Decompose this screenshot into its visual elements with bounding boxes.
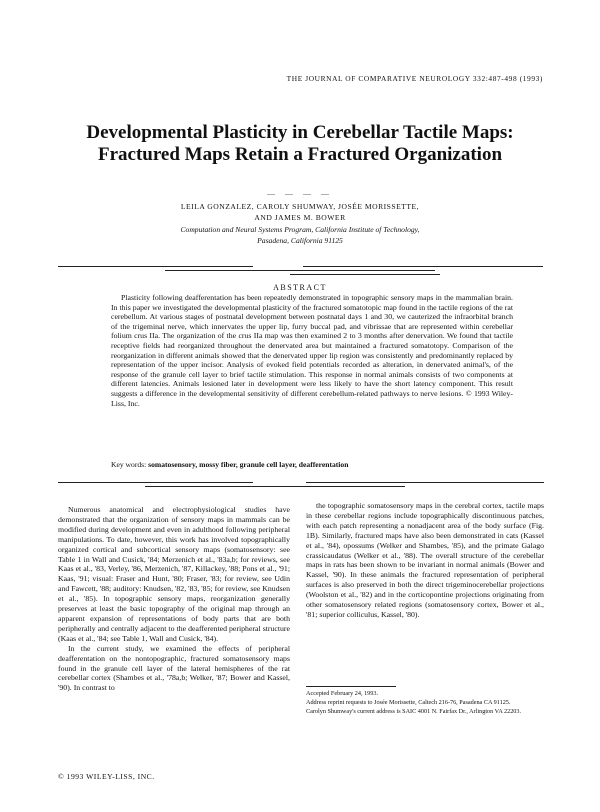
footnote-address: Carolyn Shumway's current address is SAIC 4001 N. Fairfax Dr., Arlington VA 22203. (306, 708, 522, 715)
article-title: Developmental Plasticity in Cerebellar Tactile Maps: Fractured Maps Retain a Fractured Organization (86, 122, 514, 165)
publisher-copyright: © 1993 WILEY-LISS, INC. (58, 772, 155, 781)
body-column-left (58, 505, 290, 693)
rule-top-third (290, 274, 440, 275)
affiliation-line-2: Pasadena, California 91125 (257, 236, 343, 245)
body-paragraph-1: Numerous anatomical and electrophysiological studies have demonstrated that the organization of sensory maps in mammals can be modified during development and even in adulthood following peripheral manipulations. To date, however, this work has involved topographically organized cortical and subcortical sensory maps (somatosensory: see Table 1 in Wall and Cusick, '84; Merzenich et al., '83a,b; for reviews, see Kaas et al., '83, Verley, '86, Merzenich, '87, Killackey, '88; Pons et al., '91; Kaas, '91; visual: Fraser and Hunt, '80; Fraser, '83; for review, see Udin and Fawcett, '88; auditory: Knudsen, '82, '83, '85; for review, see Knudsen et al., '85). In topographic sensory maps, reorganization generally preserves at least the basic topography of the original map through an apparent expansion of representations of body parts that are both peripherally and centrally adjacent to the deafferented peripheral structure (Kaas et al., '84; see Table 1, Wall and Cusick, '84). (58, 505, 290, 643)
author-list (60, 201, 540, 223)
rule-mid-short (58, 482, 253, 483)
abstract-heading: ABSTRACT (273, 283, 327, 292)
title-ornament: — — — — (267, 189, 333, 198)
abstract-copyright: © 1993 Wiley-Liss, Inc. (111, 388, 514, 408)
body-column-right (306, 501, 544, 620)
rule-top-short (58, 266, 253, 267)
abstract-body (111, 293, 513, 408)
authors-line-2: AND JAMES M. BOWER (254, 213, 346, 222)
footnote-received: Accepted February 24, 1993. (306, 690, 378, 697)
body-paragraph-3: the topographic somatosensory maps in the cerebral cortex, tactile maps in these cerebellar regions include topographically discontinuous patches, with each patch representing a nonadjacent area of the body surface (Fig. 1B). Similarly, fractured maps have also been demonstrated in cats (Kassel et al., '84), opossums (Welker and Shambes, '85), and the primate Galago crassicaudatus (Welker et al., '88). The overall structure of the cerebellar maps in rats has been shown to be invariant in normal animals (Bower and Kassel, '90). In these animals the fractured representation of peripheral surfaces is also preserved in both the direct trigeminocerebellar projections (Woolston et al., '82) and in the corticopontine projections originating from other somatosensory related regions (somatosensory cortex, Bower et al., '81; superior colliculus, Kassel, '80). (306, 501, 544, 619)
footnote-rule (306, 686, 396, 687)
keywords (111, 460, 513, 469)
rule-top-second (165, 270, 435, 271)
body-paragraph-2: In the current study, we examined the effects of peripheral deafferentation on the nontopographic, fractured somatosensory maps found in the granule cell layer of the lateral hemispheres of the rat cerebellar cortex (Shambes et al., '78a,b; Welker, '87; Bower and Kassel, '90). In contrast to (58, 643, 290, 693)
rule-top-long (303, 266, 543, 267)
footnotes (306, 690, 544, 717)
authors-line-1: LEILA GONZALEZ, CAROLY SHUMWAY, JOSÉE MORISSETTE, (180, 202, 420, 211)
rule-mid-long (306, 482, 544, 483)
abstract-text: Plasticity following deafferentation has been repeatedly demonstrated in topographic sensory maps in the mammalian brain. In this paper we investigated the developmental plasticity of the fractured somatotopic map found in the tactile regions of the rat cerebellum. At various stages of postnatal development between postnatal days 1 and 30, we cauterized the infraorbital branch of the trigeminal nerve, which innervates the upper lip, furry buccal pad, and vibrissae that are represented within cerebellar folium crus IIa. The organization of the crus IIa map was then examined 2 to 3 months after denervation. We found that tactile receptive fields had reorganized throughout the denervated area but maintained a fractured somatotopy. Comparison of the reorganization in different animals showed that the denervated upper lip region was consistently and predominantly replaced by representation of the upper incisor. Analysis of evoked field potentials recorded as alteration, in denervated animal's, of the response of the granule cell layer to brief tactile stimulation. This response in normal animals consists of two components at different latencies. Animals lesioned later in development were less likely to have the short latency component. This result suggests a difference in the developmental sensitivity of different cerebellum-related pathways to nerve lesions. (111, 293, 513, 398)
keywords-label: Key words: (111, 460, 147, 469)
keywords-text: somatosensory, mossy fiber, granule cell layer, deafferentation (148, 460, 349, 469)
affiliation-line-1: Computation and Neural Systems Program, California Institute of Technology, (180, 225, 420, 234)
footnote-reprint: Address reprint requests to Josée Morissette, Caltech 216-76, Pasadena CA 91125. (306, 699, 511, 706)
affiliation (60, 224, 540, 246)
rule-mid-second (145, 486, 405, 487)
journal-header: THE JOURNAL OF COMPARATIVE NEUROLOGY 332:487-498 (1993) (286, 74, 543, 83)
